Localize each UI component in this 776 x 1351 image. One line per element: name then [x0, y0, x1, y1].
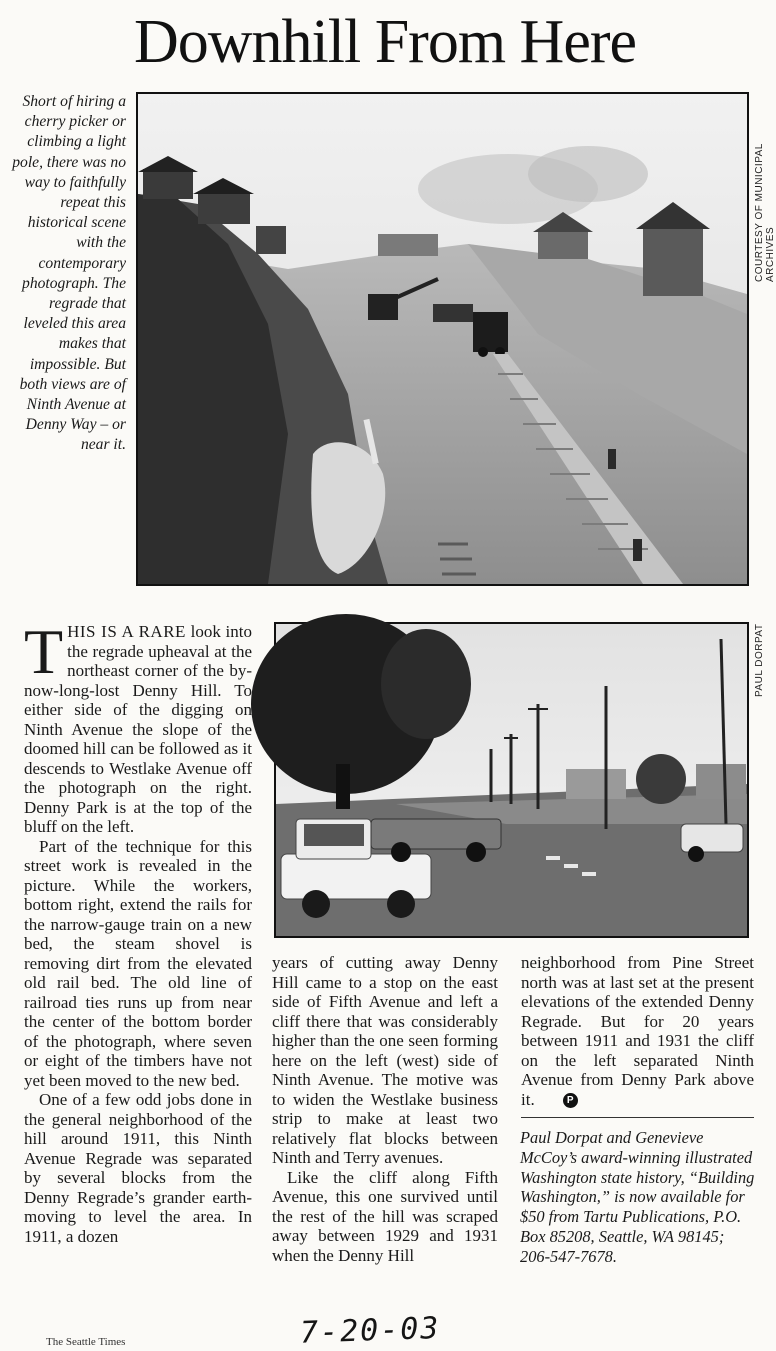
modern-photo [274, 622, 749, 938]
bio-divider [521, 1117, 754, 1118]
lead-caps: HIS IS A RARE [67, 622, 186, 641]
article-column-3 [521, 953, 754, 1109]
article-paragraph [24, 616, 253, 837]
paragraph-text: neighborhood from Pine Street north was at last set at the present elevations of the extended Denny Regrade. But for 20 years between 1911 and 1931 the cliff on the left separated Ninth Avenue from Denny Park above it. [521, 953, 754, 1109]
article-column-2 [272, 953, 498, 1265]
handwritten-date: 7-20-03 [299, 1310, 442, 1351]
footer-text: The Seattle Times [46, 1336, 126, 1348]
paragraph-text: look into the regrade upheaval at the northeast corner of the by-now-long-lost Denny Hill. To either side of the digging on Ninth Avenue the slope of the doomed hill can be followed as it descends to Westlake Avenue off the photograph on the right. Denny Park is at the top of the bluff on the left. [24, 622, 253, 836]
article-column-1 [24, 616, 253, 1246]
drop-cap: T [24, 616, 64, 687]
article-paragraph [521, 953, 754, 1109]
modern-photo-image [276, 624, 747, 936]
historic-photo-credit: COURTESY OF MUNICIPAL ARCHIVES [754, 143, 776, 282]
photo-caption: Short of hiring a cherry picker or climbing a light pole, there was no way to faithfully repeat this historical scene with the contemporary photograph. The regrade that leveled this area makes that impossible. But both views are of Ninth Avenue at Denny Way – or near it. [12, 93, 126, 454]
historic-photo [136, 92, 749, 586]
headline: Downhill From Here [133, 8, 637, 76]
historic-photo-image [138, 94, 747, 584]
article-paragraph: One of a few odd jobs done in the general neighborhood of the hill around 1911, this Ninth Avenue Regrade was separated by several blocks from the Denny Regrade’s grander earth-moving to level the area. In 1911, a dozen [24, 1090, 252, 1246]
article-paragraph: years of cutting away Denny Hill came to a stop on the east side of Fifth Avenue and left a cliff there that was considerably higher than the one seen forming here on the left (west) side of Ninth Avenue. The motive was to widen the Westlake business strip to make at least two relatively flat blocks between Ninth and Terry avenues. [272, 953, 498, 1167]
author-bio: Paul Dorpat and Genevieve McCoy’s award-winning illustrated Washington state history, “Building Washington,” is now available for $50 from Tartu Publications, P.O. Box 85208, Seattle, WA 98145; 206-547-7678. [520, 1128, 755, 1266]
modern-photo-credit: PAUL DORPAT [754, 623, 765, 697]
article-paragraph: Part of the technique for this street work is revealed in the picture. While the workers, bottom right, extend the rails for the narrow-gauge train on a new bed, the steam shovel is removing dirt from the elevated old rail bed. The old line of railroad ties runs up from near the center of the bottom border of the photograph, where seven or eight of the timbers have not yet been moved to the new bed. [24, 836, 252, 1090]
end-mark-icon: P [563, 1093, 578, 1108]
article-paragraph: Like the cliff along Fifth Avenue, this one survived until the rest of the hill was scraped away between 1929 and 1931 when the Denny Hill [272, 1167, 498, 1265]
